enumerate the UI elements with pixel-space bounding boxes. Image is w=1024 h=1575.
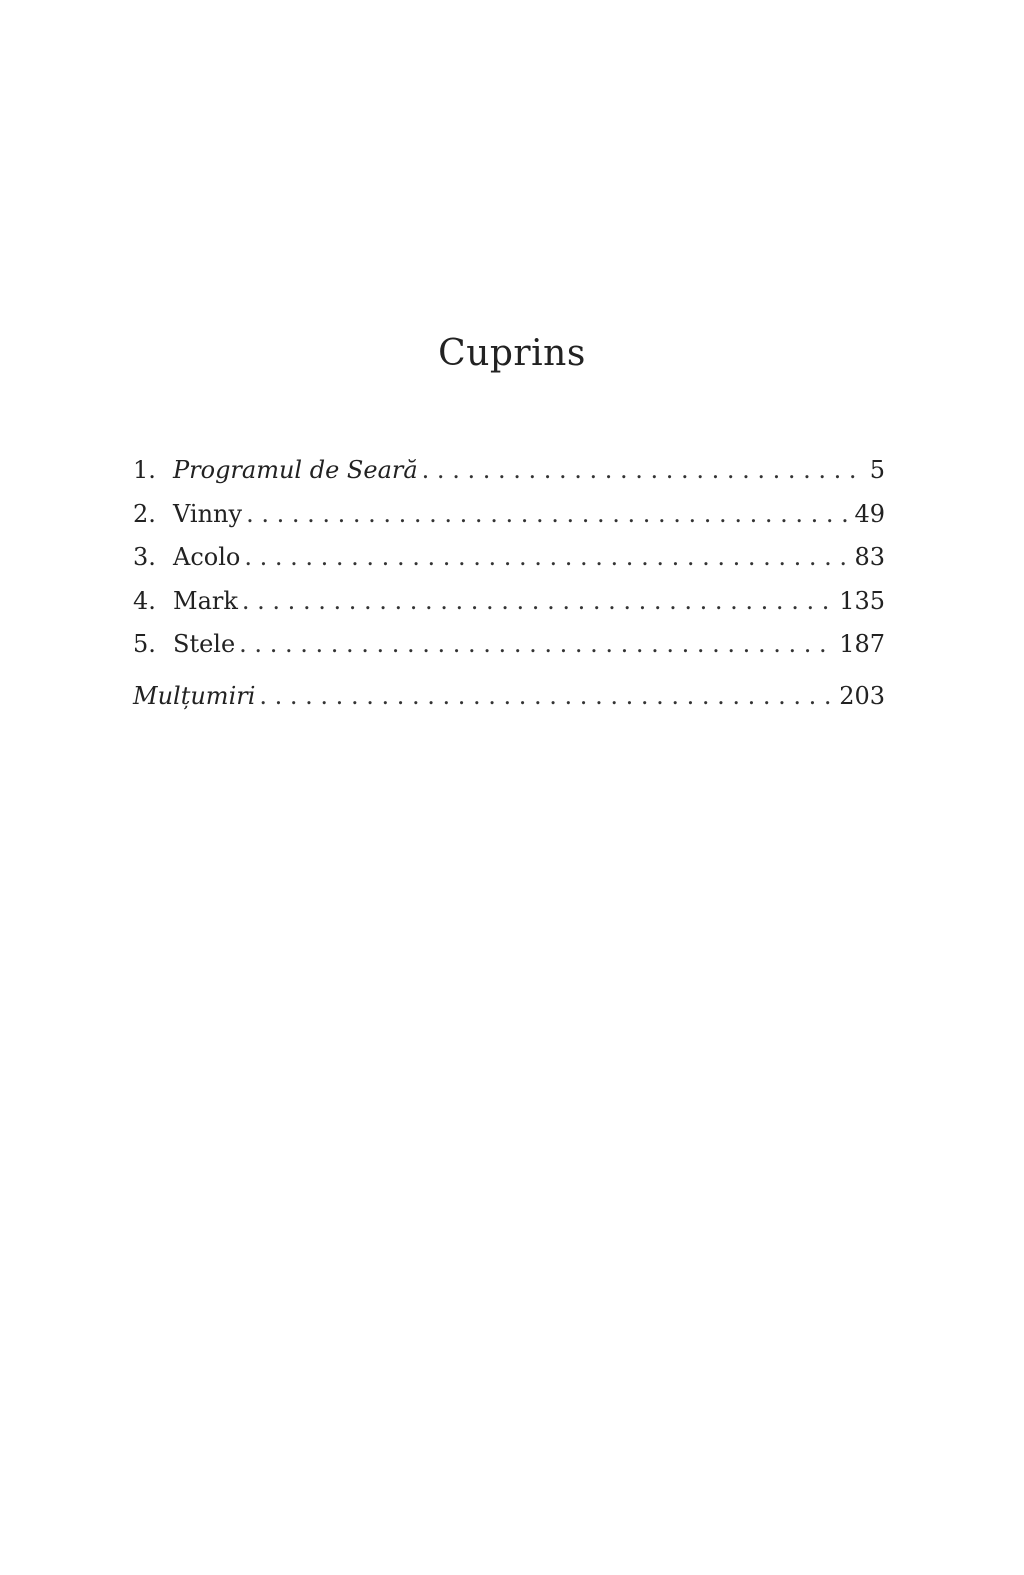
toc-entry-number: 4. [133, 586, 156, 615]
toc-entry-number: 1. [133, 456, 156, 484]
toc-entry-number: 5. [133, 630, 156, 658]
page-title: Cuprins [438, 333, 586, 374]
dot-leader [239, 626, 833, 662]
toc-entry [133, 539, 885, 583]
dot-leader [246, 496, 848, 532]
toc-entry-page: 49 [854, 499, 885, 528]
dot-leader [244, 539, 848, 575]
toc-entry-acknowledgements [133, 678, 885, 722]
toc-entry-page: 187 [839, 630, 885, 658]
dot-leader [259, 678, 833, 714]
toc-entry [133, 496, 885, 540]
toc-entry-number: 2. [133, 499, 156, 528]
toc-entry [133, 583, 885, 627]
toc-entry-number: 3. [133, 543, 156, 571]
toc-entry-title: Stele [173, 630, 236, 658]
toc-entry-title: Vinny [173, 499, 243, 528]
toc-entry-page: 203 [839, 681, 885, 710]
table-of-contents [133, 452, 885, 721]
toc-entry-title: Mulțumiri [133, 681, 256, 710]
toc-entry [133, 452, 885, 496]
toc-entry-page: 83 [854, 543, 885, 571]
toc-entry-page: 135 [839, 586, 885, 615]
toc-entry-title: Acolo [173, 543, 241, 571]
dot-leader [242, 583, 833, 619]
toc-entry [133, 626, 885, 670]
toc-entry-title: Programul de Seară [173, 456, 418, 484]
toc-entry-title: Mark [173, 586, 238, 615]
dot-leader [422, 452, 864, 488]
toc-entry-page: 5 [869, 456, 885, 484]
